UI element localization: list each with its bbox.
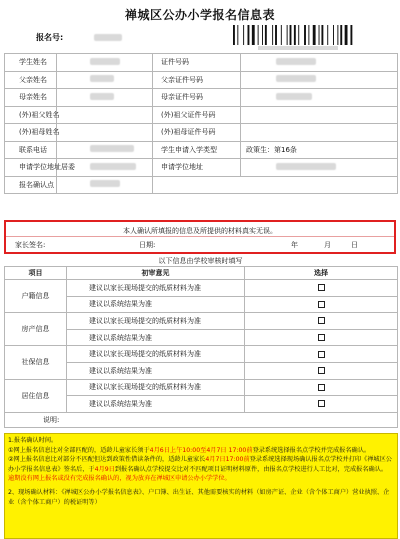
review-checkbox[interactable] xyxy=(318,301,325,308)
info-right-value xyxy=(241,159,398,177)
info-row xyxy=(5,124,398,142)
review-header-cell: 选择 xyxy=(245,267,398,280)
info-left-value xyxy=(57,106,153,124)
info-right-value xyxy=(241,89,398,107)
redacted-value xyxy=(90,93,114,100)
review-category: 社保信息 xyxy=(5,346,67,379)
redacted-value xyxy=(276,75,316,82)
barcode-bar xyxy=(265,25,267,45)
redacted-value xyxy=(276,58,316,65)
info-right-value xyxy=(241,54,398,72)
review-category: 户籍信息 xyxy=(5,280,67,313)
review-select-cell xyxy=(245,280,398,297)
info-right-label: 母亲证件号码 xyxy=(153,89,241,107)
info-right-label: 证件号码 xyxy=(153,54,241,72)
info-right-label: (外)祖母证件号码 xyxy=(153,124,241,142)
barcode-bar xyxy=(345,25,348,45)
redacted-value xyxy=(90,145,134,152)
barcode-bar xyxy=(294,25,296,45)
parent-confirmation-box xyxy=(4,220,396,254)
info-right-label: (外)祖父证件号码 xyxy=(153,106,241,124)
review-select-cell xyxy=(245,329,398,346)
registration-id-label xyxy=(36,32,122,43)
redacted-value xyxy=(90,163,136,170)
info-right-label: 学生申请入学类型 xyxy=(153,141,241,159)
barcode-bar xyxy=(333,25,334,45)
info-row xyxy=(5,141,398,159)
review-checkbox[interactable] xyxy=(318,334,325,341)
instructions-notes xyxy=(4,433,398,539)
review-note-label: 说明: xyxy=(5,412,398,427)
confirmation-statement: 本人确认所填报的信息及所提供的材料真实无误。 xyxy=(123,227,277,235)
review-category: 居住信息 xyxy=(5,379,67,412)
review-row xyxy=(5,346,398,363)
info-row xyxy=(5,159,398,177)
info-left-label: 父亲姓名 xyxy=(5,71,57,89)
info-left-value xyxy=(57,89,153,107)
info-left-label: 报名确认点 xyxy=(5,176,57,194)
year-label: 年 xyxy=(291,241,298,249)
notes-paragraph-1 xyxy=(8,446,394,456)
notes-paragraph-3: 逾期没有网上报名或没有完成报名确认的，视为放弃在禅城区申请公办小学学位。 xyxy=(8,475,231,483)
barcode-bar xyxy=(327,25,328,45)
review-checkbox[interactable] xyxy=(318,351,325,358)
redacted-value xyxy=(90,180,120,187)
info-right-label: 父亲证件号码 xyxy=(153,71,241,89)
review-row xyxy=(5,379,398,396)
barcode-bar xyxy=(350,25,352,45)
review-table xyxy=(4,266,398,428)
review-select-cell xyxy=(245,346,398,363)
info-left-value xyxy=(57,71,153,89)
school-fill-note: 以下信息由学校审核时填写 xyxy=(158,257,243,265)
info-right-label: 申请学位地址 xyxy=(153,159,241,177)
info-left-value xyxy=(57,54,153,72)
redacted-value xyxy=(90,58,120,65)
confirmation-divider xyxy=(6,236,394,237)
info-row xyxy=(5,89,398,107)
review-select-cell xyxy=(245,362,398,379)
review-category: 房产信息 xyxy=(5,313,67,346)
review-checkbox[interactable] xyxy=(318,317,325,324)
notes-p1-text: ①网上报名信息比对全部匹配的，适龄儿童家长须于 xyxy=(8,446,150,454)
review-option: 建议以家长现场提交的纸质材料为准 xyxy=(67,379,245,396)
info-right-value xyxy=(241,124,398,142)
review-option: 建议以系统结果为准 xyxy=(67,362,245,379)
barcode-image xyxy=(233,25,369,45)
notes-p2-text-end: 到报名确认点学校提交比对不匹配项目证明材料原件，由报名点学校进行人工比对，完成报名确认。 xyxy=(114,465,388,473)
review-checkbox[interactable] xyxy=(318,384,325,391)
registration-id-redacted xyxy=(94,34,122,41)
barcode-bar xyxy=(313,25,316,45)
notes-p1-deadline: 4月6日上午10:00至4月7日 17:00前 xyxy=(149,446,253,454)
notes-paragraph-2 xyxy=(8,455,394,474)
review-option: 建议以系统结果为准 xyxy=(67,329,245,346)
notes-heading-2: 2、现场确认材料：《禅城区公办小学报名信息表》、户口簿、出生证、其他需要核实的材料（如房产证、企业（含个体工商户）营业执照、企业（含个体工商户）的税证明等） xyxy=(8,488,390,506)
review-row xyxy=(5,313,398,330)
review-option: 建议以系统结果为准 xyxy=(67,296,245,313)
info-left-label: 母亲姓名 xyxy=(5,89,57,107)
barcode-bar xyxy=(275,25,277,45)
notes-p1-text-end: 登录系统选择报名点学校并完成报名确认。 xyxy=(252,446,371,454)
notes-p2-deadline: 4月7日17:00前 xyxy=(205,456,250,464)
barcode-bar xyxy=(237,25,238,45)
redacted-value xyxy=(276,93,312,100)
form-title: 禅城区公办小学报名信息表 xyxy=(124,8,275,22)
review-header-row xyxy=(5,267,398,280)
parent-signature-label: 家长签名: xyxy=(15,241,46,249)
barcode-bar xyxy=(337,25,338,45)
info-row xyxy=(5,106,398,124)
notes-p2-text: ②网上报名信息比对部分不匹配但达到政策性借读条件的，适龄儿童家长 xyxy=(8,456,206,464)
review-checkbox[interactable] xyxy=(318,284,325,291)
info-left-value xyxy=(57,176,153,194)
barcode-bar xyxy=(243,25,244,45)
review-select-cell xyxy=(245,396,398,413)
info-row xyxy=(5,176,398,194)
review-note-row xyxy=(5,412,398,427)
review-select-cell xyxy=(245,296,398,313)
info-right-value-text: 政策生：第16条 xyxy=(246,145,297,154)
barcode-bar xyxy=(248,25,250,45)
barcode-bar xyxy=(262,25,263,45)
info-row xyxy=(5,54,398,72)
registration-id-label-text: 报名号: xyxy=(36,33,64,42)
review-header-cell: 初审意见 xyxy=(67,267,245,280)
review-option: 建议以家长现场提交的纸质材料为准 xyxy=(67,346,245,363)
barcode-bar xyxy=(290,25,292,45)
student-info-table xyxy=(4,53,398,194)
redacted-value xyxy=(90,75,114,82)
barcode-bar xyxy=(308,25,309,45)
info-right-value xyxy=(241,141,398,159)
barcode-bar xyxy=(287,25,288,45)
info-right-label xyxy=(153,176,398,194)
barcode-bar xyxy=(304,25,306,45)
barcode-bar xyxy=(272,25,273,45)
barcode-number-redacted xyxy=(258,46,338,50)
review-option: 建议以家长现场提交的纸质材料为准 xyxy=(67,280,245,297)
info-right-value xyxy=(241,71,398,89)
barcode-bar xyxy=(298,25,299,45)
barcode-bar xyxy=(252,25,255,45)
review-option: 建议以系统结果为准 xyxy=(67,396,245,413)
notes-heading-1: 1.报名确认时间。 xyxy=(8,437,58,444)
redacted-value xyxy=(276,163,336,170)
barcode-bar xyxy=(321,25,323,45)
review-checkbox[interactable] xyxy=(318,367,325,374)
review-row xyxy=(5,280,398,297)
date-label: 日期: xyxy=(139,241,156,249)
barcode-bar xyxy=(233,25,235,45)
info-left-value xyxy=(57,159,153,177)
info-left-label: 申请学位地址居委 xyxy=(5,159,57,177)
barcode-bar xyxy=(281,25,282,45)
barcode-bar xyxy=(319,25,320,45)
review-checkbox[interactable] xyxy=(318,400,325,407)
review-select-cell xyxy=(245,313,398,330)
info-right-value xyxy=(241,106,398,124)
barcode-bar xyxy=(258,25,259,45)
info-left-label: (外)祖父姓名 xyxy=(5,106,57,124)
info-left-value xyxy=(57,124,153,142)
month-label: 月 xyxy=(324,241,331,249)
info-left-label: (外)祖母姓名 xyxy=(5,124,57,142)
review-select-cell xyxy=(245,379,398,396)
notes-p2-text-mid: 登录系统选择现场确认报名点学校并打印《禅城区公办小学报名信息表》签名后，于 xyxy=(8,456,392,473)
info-left-label: 联系电话 xyxy=(5,141,57,159)
review-header-cell: 项目 xyxy=(5,267,67,280)
review-option: 建议以家长现场提交的纸质材料为准 xyxy=(67,313,245,330)
barcode-bar xyxy=(340,25,342,45)
info-left-label: 学生姓名 xyxy=(5,54,57,72)
info-left-value xyxy=(57,141,153,159)
info-row xyxy=(5,71,398,89)
notes-p2-date: 4月9日 xyxy=(94,465,115,473)
day-label: 日 xyxy=(351,241,358,249)
